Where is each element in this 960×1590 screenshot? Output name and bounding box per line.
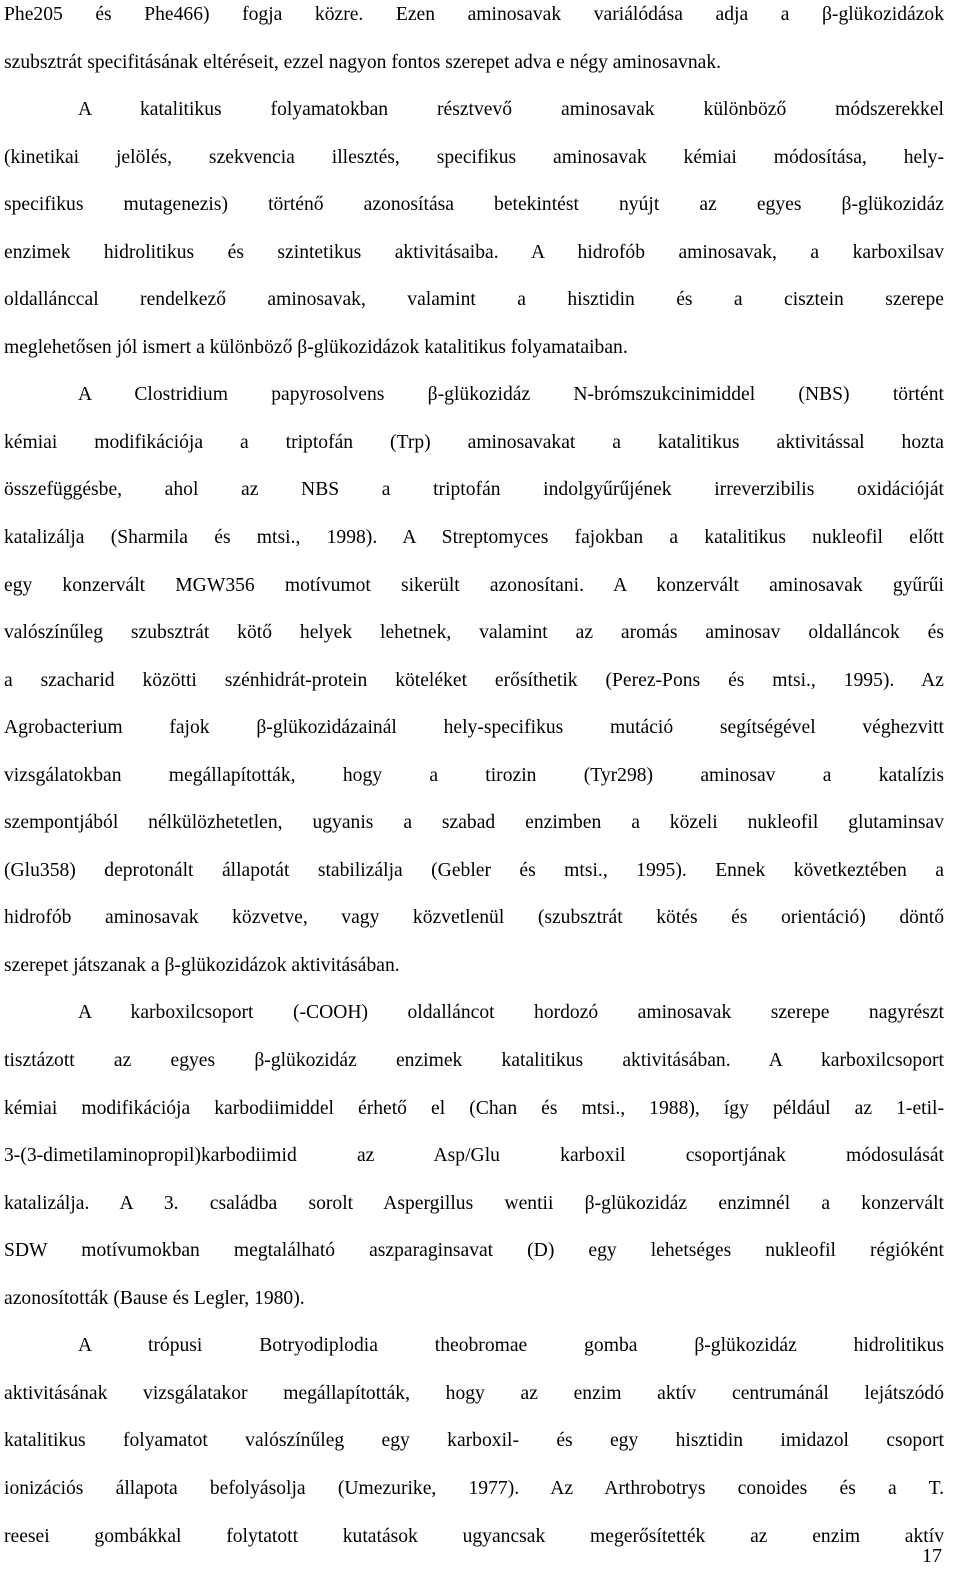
text-line: a szacharid közötti szénhidrát-protein köteléket erősíthetik (Perez-Pons és mtsi., 1995). Az — [4, 669, 944, 691]
text-line: kémiai modifikációja karbodiimiddel érhető el (Chan és mtsi., 1988), így például az 1-etil- — [4, 1097, 944, 1119]
text-line: A katalitikus folyamatokban résztvevő aminosavak különböző módszerekkel — [78, 99, 944, 121]
text-line: összefüggésbe, ahol az NBS a triptofán indolgyűrűjének irreverzibilis oxidációját — [4, 479, 944, 501]
text-line: enzimek hidrolitikus és szintetikus aktivitásaiba. A hidrofób aminosavak, a karboxilsav — [4, 241, 944, 263]
text-line: szerepet játszanak a β-glükozidázok aktivitásában. — [4, 954, 400, 976]
body-text — [4, 0, 944, 1560]
text-line: szempontjából nélkülözhetetlen, ugyanis a szabad enzimben a közeli nukleofil glutaminsav — [4, 812, 944, 834]
text-line: reesei gombákkal folytatott kutatások ugyancsak megerősítették az enzim aktív — [4, 1525, 944, 1547]
text-line: Agrobacterium fajok β-glükozidázainál hely-specifikus mutáció segítségével véghezvitt — [4, 717, 944, 739]
text-line: valószínűleg szubsztrát kötő helyek lehetnek, valamint az aromás aminosav oldalláncok és — [4, 622, 944, 644]
text-line: (Glu358) deprotonált állapotát stabilizálja (Gebler és mtsi., 1995). Ennek következtében a — [4, 859, 944, 881]
paragraph — [4, 86, 944, 371]
text-line: katalizálja. A 3. családba sorolt Aspergillus wentii β-glükozidáz enzimnél a konzervált — [4, 1192, 944, 1214]
text-line: tisztázott az egyes β-glükozidáz enzimek katalitikus aktivitásában. A karboxilcsoport — [4, 1050, 944, 1072]
text-line: azonosították (Bause és Legler, 1980). — [4, 1287, 305, 1309]
text-line: meglehetősen jól ismert a különböző β-glükozidázok katalitikus folyamataiban. — [4, 336, 628, 358]
page-number: 17 — [922, 1545, 942, 1567]
text-line: Phe205 és Phe466) fogja közre. Ezen aminosavak variálódása adja a β-glükozidázok — [4, 4, 944, 25]
text-line: A karboxilcsoport (-COOH) oldalláncot hordozó aminosavak szerepe nagyrészt — [78, 1002, 944, 1024]
text-line: specifikus mutagenezis) történő azonosítása betekintést nyújt az egyes β-glükozidáz — [4, 194, 944, 216]
text-line: szubsztrát specifitásának eltéréseit, ezzel nagyon fontos szerepet adva e négy aminosavnak. — [4, 51, 722, 73]
text-line: egy konzervált MGW356 motívumot sikerült azonosítani. A konzervált aminosavak gyűrűi — [4, 574, 944, 596]
text-line: kémiai modifikációja a triptofán (Trp) aminosavakat a katalitikus aktivitással hozta — [4, 431, 944, 453]
paragraph — [4, 371, 944, 989]
text-line: 3-(3-dimetilaminopropil)karbodiimid az Asp/Glu karboxil csoportjának módosulását — [4, 1145, 944, 1167]
paragraph — [4, 0, 944, 86]
text-line: katalizálja (Sharmila és mtsi., 1998). A Streptomyces fajokban a katalitikus nukleofil előtt — [4, 527, 944, 549]
text-line: hidrofób aminosavak közvetve, vagy közvetlenül (szubsztrát kötés és orientáció) döntő — [4, 907, 944, 929]
text-line: aktivitásának vizsgálatakor megállapították, hogy az enzim aktív centrumánál lejátszódó — [4, 1382, 944, 1404]
text-line: A trópusi Botryodiplodia theobromae gomba β-glükozidáz hidrolitikus — [78, 1335, 944, 1357]
text-line: SDW motívumokban megtalálható aszparaginsavat (D) egy lehetséges nukleofil régióként — [4, 1240, 944, 1262]
paragraph — [4, 989, 944, 1322]
paragraph — [4, 1322, 944, 1560]
text-line: A Clostridium papyrosolvens β-glükozidáz N-brómszukcinimiddel (NBS) történt — [78, 384, 944, 406]
text-line: katalitikus folyamatot valószínűleg egy karboxil- és egy hisztidin imidazol csoport — [4, 1430, 944, 1452]
text-line: (kinetikai jelölés, szekvencia illesztés, specifikus aminosavak kémiai módosítása, hely- — [4, 146, 944, 168]
text-line: ionizációs állapota befolyásolja (Umezurike, 1977). Az Arthrobotrys conoides és a T. — [4, 1477, 944, 1499]
text-line: vizsgálatokban megállapították, hogy a tirozin (Tyr298) aminosav a katalízis — [4, 764, 944, 786]
text-line: oldallánccal rendelkező aminosavak, valamint a hisztidin és a cisztein szerepe — [4, 289, 944, 311]
